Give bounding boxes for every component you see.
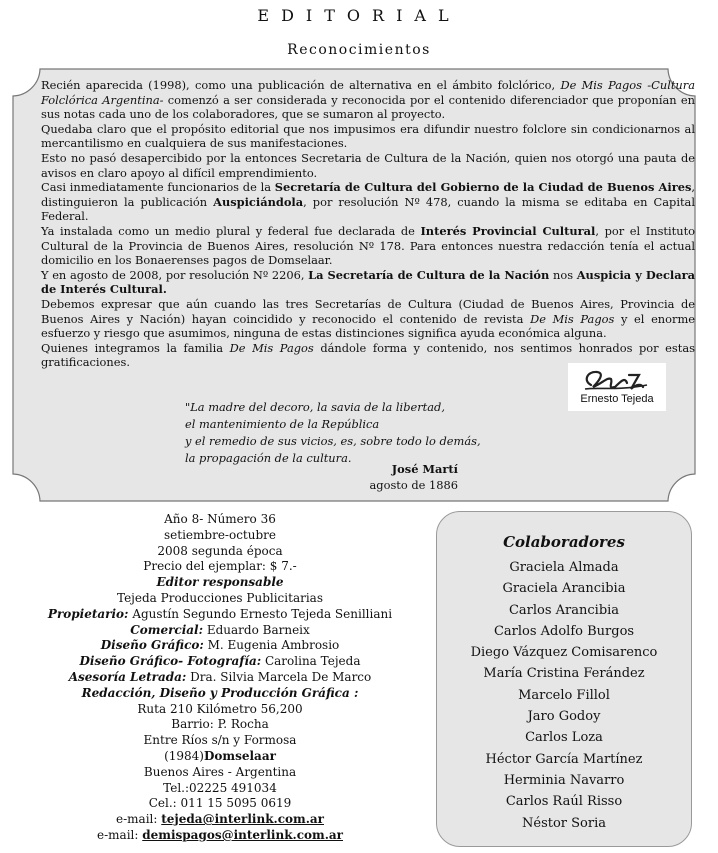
quote-line: "La madre del decoro, la savia de la libertad,: [185, 400, 445, 414]
paragraph: Quedaba claro que el propósito editorial que nos impusimos era difundir nuestro folclore sin condicionarnos al mercantilismo en cualquiera de sus manifestaciones.: [41, 121, 695, 151]
collaborator: Diego Vázquez Comisarenco: [470, 645, 658, 661]
address-line: Barrio: P. Rocha: [171, 717, 269, 732]
signature-scribble-icon: [577, 363, 657, 397]
collaborator: Jaro Godoy: [527, 709, 601, 725]
collaborators-list: [437, 557, 691, 834]
photo-line: Diseño Gráfico- Fotografía: Carolina Tejeda: [79, 654, 361, 669]
page-title: EDITORIAL: [257, 6, 461, 25]
quote-line: la propagación de la cultura.: [185, 451, 352, 465]
quote: [185, 399, 481, 467]
issue-price: Precio del ejemplar: $ 7.-: [143, 559, 297, 574]
editor-label: Editor responsable: [156, 575, 284, 590]
email-link[interactable]: tejeda@interlink.com.ar: [161, 812, 324, 827]
collaborator: Carlos Loza: [525, 730, 603, 746]
cellphone: Cel.: 011 15 5095 0619: [148, 796, 292, 811]
address-line: Entre Ríos s/n y Formosa: [143, 733, 297, 748]
commercial-line: Comercial: Eduardo Barneix: [130, 622, 310, 637]
collaborator: María Cristina Ferández: [483, 666, 645, 682]
page-subtitle: Reconocimientos: [287, 42, 431, 58]
paragraph: Recién aparecida (1998), como una publicación de alternativa en el ámbito folclórico, De Mis Pagos -Cultura Folclórica Argentina- comenzó a ser considerada y reconocida por el contenido diferenciador que proponían en sus notas cada uno de los colaboradores, que se sumaron al proyecto.: [41, 78, 695, 122]
paragraph: Debemos expresar que aún cuando las tres Secretarías de Cultura (Ciudad de Buenos Aires, Provincia de Buenos Aires y Nación) hayan coincidido y reconocido el contenido de revista De Mis Pagos y el enorme esfuerzo y riesgo que asumimos, ninguna de estas distinciones significa ayuda económica alguna.: [41, 296, 695, 341]
paragraph: Y en agosto de 2008, por resolución Nº 2206, La Secretaría de Cultura de la Nación nos Auspicia y Declara de Interés Cultural.: [41, 267, 695, 297]
quote-attribution: [298, 461, 458, 493]
paragraph: Esto no pasó desapercibido por la entonces Secretaria de Cultura de la Nación, quien nos otorgó una pauta de avisos en claro apoyo al difícil emprendimiento.: [41, 150, 695, 180]
paragraph: Casi inmediatamente funcionarios de la Secretaría de Cultura del Gobierno de la Ciudad de Buenos Aires, distinguieron la publicación Auspiciándola, por resolución Nº 478, cuando la misma se editaba en Capital Federal.: [41, 180, 695, 224]
collaborator: Néstor Soria: [522, 815, 606, 831]
signature: [568, 363, 666, 411]
email-line: e-mail: demispagos@interlink.com.ar: [97, 827, 343, 842]
publication-info: [40, 512, 400, 844]
owner-line: Propietario: Agustín Segundo Ernesto Tejeda Senilliani: [47, 606, 393, 621]
address-line: Ruta 210 Kilómetro 56,200: [137, 701, 303, 716]
collaborator: Carlos Adolfo Burgos: [493, 623, 635, 639]
quote-line: y el remedio de sus vicios, es, sobre todo lo demás,: [185, 434, 481, 448]
quote-author: José Martí: [391, 462, 458, 476]
issue-year: 2008 segunda época: [157, 543, 283, 558]
email-line: e-mail: tejeda@interlink.com.ar: [116, 812, 324, 827]
design-line: Diseño Gráfico: M. Eugenia Ambrosio: [100, 638, 340, 653]
quote-date: agosto de 1886: [369, 478, 458, 492]
paragraph: Quienes integramos la familia De Mis Pagos dándole forma y contenido, nos sentimos honrados por estas gratificaciones.: [41, 340, 695, 370]
collaborator: Herminia Navarro: [503, 772, 625, 788]
editorial-text: [41, 78, 695, 370]
collaborator: Graciela Almada: [509, 560, 619, 575]
collaborator: Marcelo Fillol: [518, 687, 610, 703]
paragraph: Ya instalada como un medio plural y federal fue declarada de Interés Provincial Cultural, por el Instituto Cultural de la Provincia de Buenos Aires, resolución Nº 178. Para entonces nuestra redacción tenía el actual domicilio en los Bonaerenses pagos de Domselaar.: [41, 223, 696, 268]
editor-value: Tejeda Producciones Publicitarias: [117, 590, 323, 605]
email-link[interactable]: demispagos@interlink.com.ar: [142, 827, 343, 842]
collaborator: Carlos Raúl Risso: [505, 794, 623, 810]
issue-number: Año 8- Número 36: [164, 512, 276, 526]
phone: Tel.:02225 491034: [163, 780, 277, 795]
address-line: (1984)Domselaar: [164, 748, 276, 763]
address-line: Buenos Aires - Argentina: [143, 764, 297, 779]
issue-months: setiembre-octubre: [164, 527, 276, 542]
legal-line: Asesoría Letrada: Dra. Silvia Marcela De Marco: [68, 669, 372, 684]
collaborator: Héctor García Martínez: [485, 751, 643, 767]
production-label: Redacción, Diseño y Producción Gráfica :: [81, 685, 359, 700]
collaborators-title: Colaboradores: [503, 533, 625, 551]
signature-name: Ernesto Tejeda: [580, 393, 654, 405]
collaborator: Carlos Arancibia: [508, 602, 620, 618]
collaborator: Graciela Arancibia: [502, 581, 626, 597]
quote-line: el mantenimiento de la República: [185, 417, 380, 431]
collaborators-box: [436, 511, 692, 847]
